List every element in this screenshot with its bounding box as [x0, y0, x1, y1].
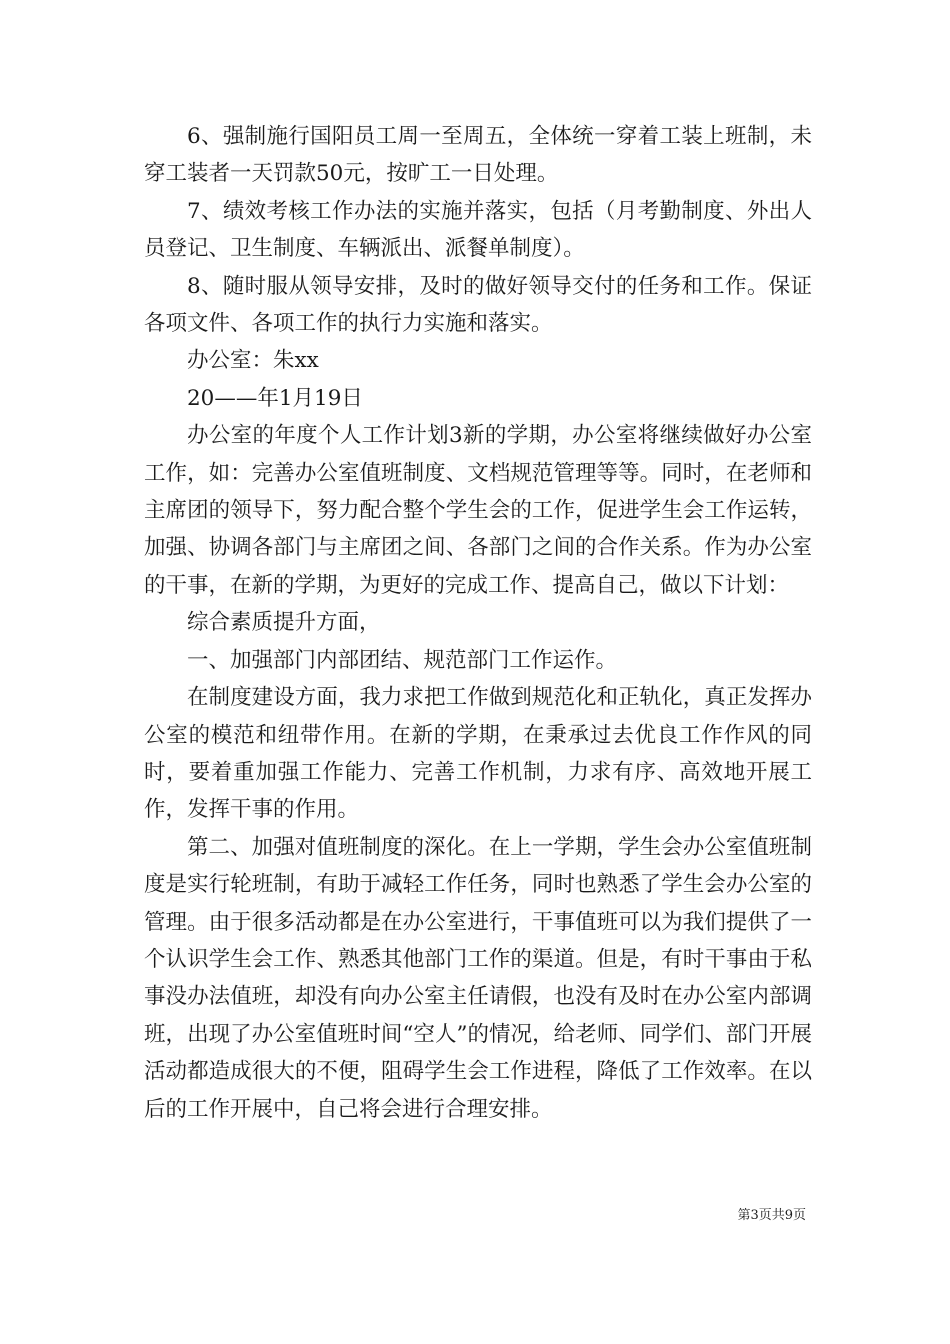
section-heading-quality: 综合素质提升方面， — [187, 610, 381, 636]
paragraph-item-6: 6、强制施行国阳员工周一至周五，全体统一穿着工装上班制，未穿工装者一天罚款50元，按旷工一日处理。 — [144, 124, 812, 187]
signature-office: 办公室：朱xx — [187, 348, 319, 374]
signature-date: 20——年1月19日 — [187, 385, 363, 411]
document-body — [144, 118, 812, 1128]
page-number-footer: 第3页共9页 — [737, 1208, 806, 1223]
paragraph-plan-intro: 办公室的年度个人工作计划3新的学期，办公室将继续做好办公室工作，如：完善办公室值班制度、文档规范管理等等。同时，在老师和主席团的领导下，努力配合整个学生会的工作，促进学生会工作运转，加强、协调各部门与主席团之间、各部门之间的合作关系。作为办公室的干事，在新的学期，为更好的完成工作、提高自己，做以下计划： — [144, 423, 812, 598]
paragraph-item-7: 7、绩效考核工作办法的实施并落实，包括（月考勤制度、外出人员登记、卫生制度、车辆派出、派餐单制度）。 — [144, 198, 812, 262]
section-heading-one: 一、加强部门内部团结、规范部门工作运作。 — [187, 647, 618, 673]
paragraph-duty-system: 第二、加强对值班制度的深化。在上一学期，学生会办公室值班制度是实行轮班制，有助于减轻工作任务，同时也熟悉了学生会办公室的管理。由于很多活动都是在办公室进行，干事值班可以为我们提供了一个认识学生会工作、熟悉其他部门工作的渠道。但是，有时干事由于私事没办法值班，却没有向办公室主任请假，也没有及时在办公室内部调班，出现了办公室值班时间“空人”的情况，给老师、同学们、部门开展活动都造成很大的不便，阻碍学生会工作进程，降低了工作效率。在以后的工作开展中，自己将会进行合理安排。 — [144, 834, 812, 1122]
paragraph-item-8: 8、随时服从领导安排，及时的做好领导交付的任务和工作。保证各项文件、各项工作的执行力实施和落实。 — [144, 273, 812, 337]
paragraph-system-building: 在制度建设方面，我力求把工作做到规范化和正轨化，真正发挥办公室的模范和纽带作用。在新的学期，在秉承过去优良工作作风的同时，要着重加强工作能力、完善工作机制，力求有序、高效地开展工作，发挥干事的作用。 — [144, 685, 812, 823]
